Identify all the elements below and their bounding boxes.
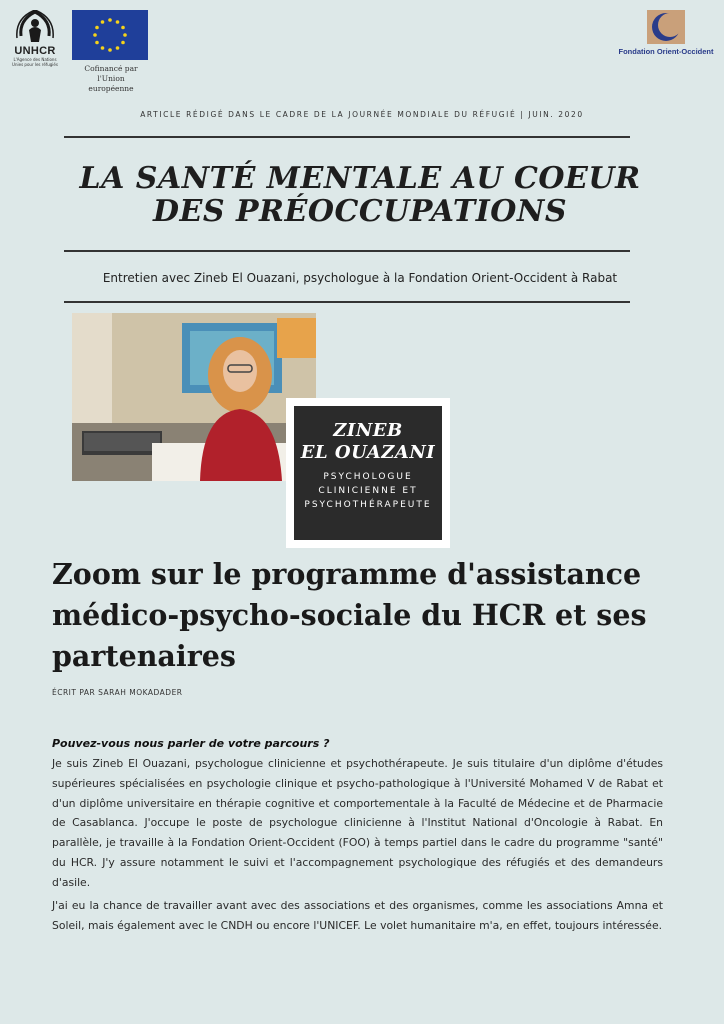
unhcr-emblem-icon xyxy=(15,10,55,44)
foundation-logo xyxy=(612,10,720,56)
unhcr-tagline-2: Unies pour les réfugiés xyxy=(12,62,58,67)
portrait-photo xyxy=(72,313,316,481)
answer-paragraph-1: Je suis Zineb El Ouazani, psychologue clinicienne et psychothérapeute. Je suis titulaire d'un diplôme d'études supérieures spécialisées en psychologie clinique et psycho-pathologique à l'Université Mohamed V de Rabat et d'un diplôme universitaire en thérapie cognitive et comportementale à la Faculté de Médecine et de Pharmacie de Casablanca. J'occupe le poste de psychologue clinicienne à l'Institut National d'Oncologie à Rabat. En parallèle, je travaille à la Fondation Orient-Occident (FOO) à temps partiel dans le cadre du programme "santé" du HCR. J'y assure notamment le suivi et l'accompagnement psychologique des réfugiés et des demandeurs d'asile. xyxy=(52,757,663,889)
title-line-1: LA SANTÉ MENTALE AU COEUR xyxy=(79,161,641,196)
foundation-name: Fondation Orient-Occident xyxy=(618,47,714,56)
article-kicker: ARTICLE RÉDIGÉ DANS LE CADRE DE LA JOURNÉE MONDIALE DU RÉFUGIÉ | JUIN. 2020 xyxy=(140,110,584,119)
interview-subtitle: Entretien avec Zineb El Ouazani, psychologue à la Fondation Orient-Occident à Rabat xyxy=(102,271,618,285)
name-card xyxy=(286,398,450,548)
title-line-2: DES PRÉOCCUPATIONS xyxy=(153,194,567,229)
article-headline: Zoom sur le programme d'assistance médico-psycho-sociale du HCR et ses partenaires xyxy=(52,557,647,673)
crescent-icon xyxy=(647,10,685,44)
divider xyxy=(64,301,630,303)
card-person-name: ZINEB EL OUAZANI xyxy=(300,420,436,463)
eu-logo xyxy=(72,10,150,94)
unhcr-wordmark: UNHCR xyxy=(14,45,56,57)
divider xyxy=(64,136,630,138)
interview-question: Pouvez-vous nous parler de votre parcours ? xyxy=(52,737,330,750)
page-title xyxy=(60,162,660,228)
byline: ÉCRIT PAR SARAH MOKADADER xyxy=(52,688,183,697)
eu-flag-icon xyxy=(72,10,148,60)
unhcr-logo xyxy=(8,10,62,76)
card-person-role: PSYCHOLOGUE CLINICIENNE ET PSYCHOTHÉRAPEUTE xyxy=(304,472,432,510)
answer-paragraph-2: J'ai eu la chance de travailler avant avec des associations et des organismes, comme les associations Amna et Soleil, mais également avec le CNDH ou encore l'UNICEF. Le volet humanitaire m'a, en effet, toujours intéressée. xyxy=(52,899,663,932)
divider xyxy=(64,250,630,252)
unhcr-tagline-1: L'Agence des Nations xyxy=(13,57,57,62)
eu-caption: Cofinancé par l'Union européenne xyxy=(84,64,138,93)
